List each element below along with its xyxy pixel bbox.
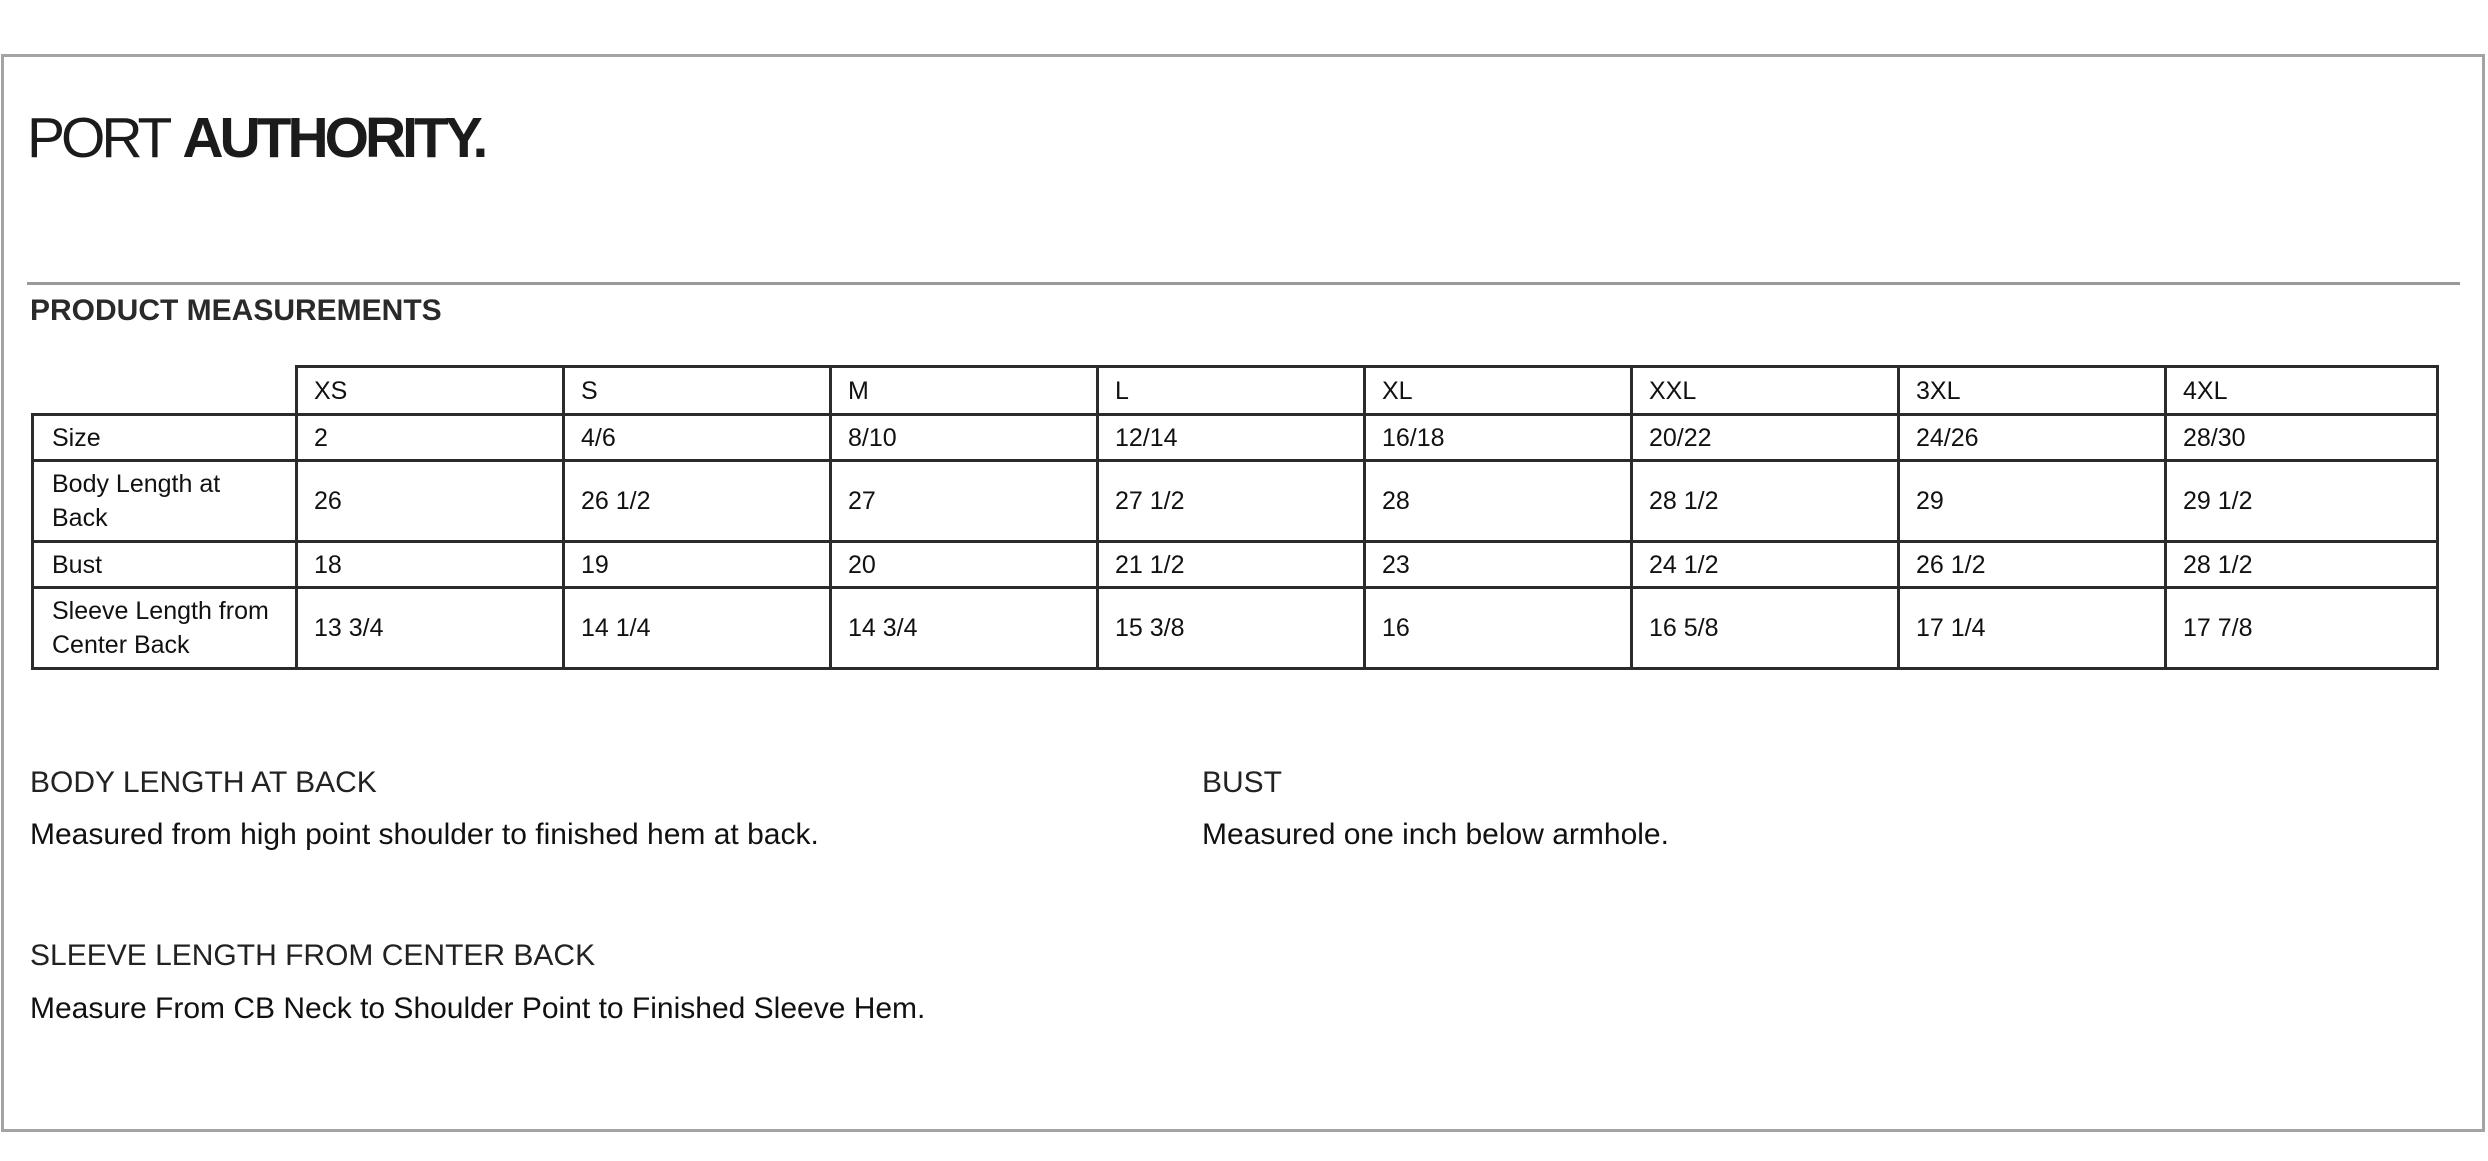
table-cell: 21 1/2 — [1098, 542, 1365, 588]
row-label: Body Length at Back — [33, 461, 297, 542]
column-header-4xl: 4XL — [2166, 367, 2438, 415]
definition-text-sleeve-length: Measure From CB Neck to Shoulder Point to Finished Sleeve Hem. — [30, 992, 926, 1025]
table-cell: 15 3/8 — [1098, 588, 1365, 669]
table-cell: 28/30 — [2166, 415, 2438, 461]
table-cell: 16/18 — [1365, 415, 1632, 461]
table-cell: 28 — [1365, 461, 1632, 542]
column-header-s: S — [564, 367, 831, 415]
table-cell: 17 1/4 — [1899, 588, 2166, 669]
table-cell: 20 — [831, 542, 1098, 588]
table-cell: 28 1/2 — [1632, 461, 1899, 542]
table-cell: 29 1/2 — [2166, 461, 2438, 542]
table-cell: 16 5/8 — [1632, 588, 1899, 669]
column-header-3xl: 3XL — [1899, 367, 2166, 415]
brand-logo-word-1: PORT — [27, 106, 169, 170]
row-label: Size — [33, 415, 297, 461]
table-cell: 4/6 — [564, 415, 831, 461]
table-cell: 16 — [1365, 588, 1632, 669]
table-corner-cell — [33, 367, 297, 415]
brand-logo-word-2: AUTHORITY. — [182, 106, 485, 170]
table-cell: 26 1/2 — [564, 461, 831, 542]
table-cell: 27 — [831, 461, 1098, 542]
table-row-body-length — [33, 461, 2438, 542]
table-cell: 29 — [1899, 461, 2166, 542]
table-cell: 14 1/4 — [564, 588, 831, 669]
table-cell: 27 1/2 — [1098, 461, 1365, 542]
definition-title-sleeve-length: SLEEVE LENGTH FROM CENTER BACK — [30, 939, 596, 972]
table-cell: 13 3/4 — [297, 588, 564, 669]
column-header-m: M — [831, 367, 1098, 415]
table-cell: 2 — [297, 415, 564, 461]
measurement-table — [31, 365, 2439, 670]
table-cell: 24/26 — [1899, 415, 2166, 461]
column-header-xl: XL — [1365, 367, 1632, 415]
table-cell: 19 — [564, 542, 831, 588]
table-row-sleeve-length — [33, 588, 2438, 669]
definition-title-body-length: BODY LENGTH AT BACK — [30, 766, 377, 799]
table-cell: 18 — [297, 542, 564, 588]
table-cell: 8/10 — [831, 415, 1098, 461]
row-label: Sleeve Length from Center Back — [33, 588, 297, 669]
column-header-l: L — [1098, 367, 1365, 415]
column-header-xs: XS — [297, 367, 564, 415]
definition-text-body-length: Measured from high point shoulder to finished hem at back. — [30, 818, 819, 851]
header-divider — [27, 282, 2460, 285]
brand-logo — [27, 104, 484, 172]
column-header-xxl: XXL — [1632, 367, 1899, 415]
table-row-size — [33, 415, 2438, 461]
section-title: PRODUCT MEASUREMENTS — [30, 294, 442, 327]
table-cell: 23 — [1365, 542, 1632, 588]
table-header-row — [33, 367, 2438, 415]
table-row-bust — [33, 542, 2438, 588]
table-cell: 28 1/2 — [2166, 542, 2438, 588]
table-cell: 12/14 — [1098, 415, 1365, 461]
table-cell: 20/22 — [1632, 415, 1899, 461]
table-cell: 26 1/2 — [1899, 542, 2166, 588]
table-cell: 17 7/8 — [2166, 588, 2438, 669]
definition-text-bust: Measured one inch below armhole. — [1202, 818, 1669, 851]
table-cell: 26 — [297, 461, 564, 542]
table-cell: 24 1/2 — [1632, 542, 1899, 588]
row-label: Bust — [33, 542, 297, 588]
table-cell: 14 3/4 — [831, 588, 1098, 669]
definition-title-bust: BUST — [1202, 766, 1283, 799]
